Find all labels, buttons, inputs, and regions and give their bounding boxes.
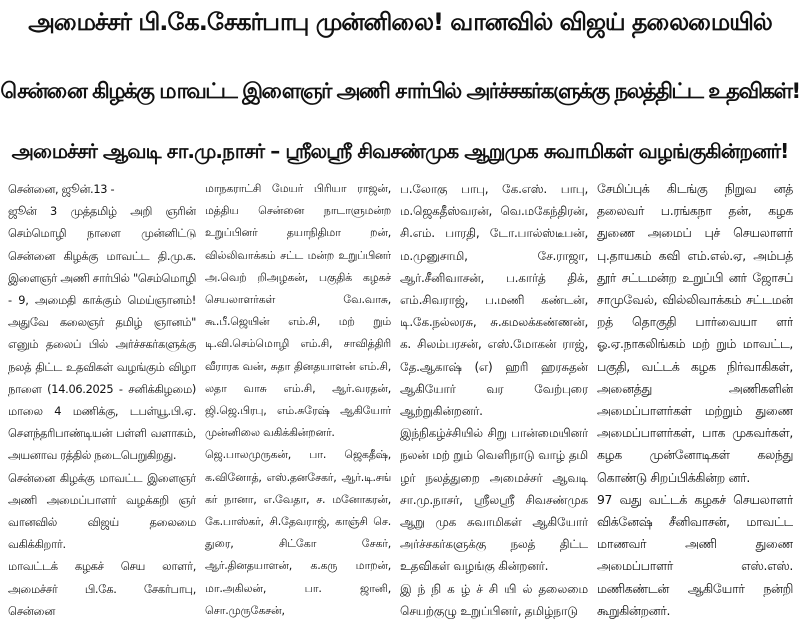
article-column-3 [400, 178, 588, 624]
article-column-1 [8, 178, 196, 624]
article-column-4 [597, 178, 793, 624]
column-3-text: ப.லோகு பாபு, கே.எஸ். பாபு, ம.ஜெகதீஸ்வரன், வெ.மகேந்திரன், சி.எம். பாரதி, டோ.பால்ஸ்டீபன், ம.முனுசாமி, சே.ராஜா, ஆர்.சீனிவாசன், ப.கார்த் திக், எம்.சிவராஜ், ப.மணி கண்டன், டி.கே.நல்லரசு, சு.கமலக்கண்ணன், க. சிலம்பரசன், எஸ்.மோகன் ராஜ், தே.ஆகாஷ் (எ) ஹரி ஹரசுதன் ஆகியோர் வர வேற்புரை ஆற்றுகின்றனர். இந்நிகழ்ச்சியில் சிறு பான்மையினர் நலன் மற் றும் வெளிநாடு வாழ் தமி ழர் நலத்துறை அமைச்சர் ஆவடி சா.மு.நாசர், ஸ்ரீலஸ்ரீ சிவசண்முக ஆறு முக சுவாமிகள் ஆகியோர் அர்ச்சகர்களுக்கு நலத் திட்ட உதவிகள் வழங்கு கின்றனர். இ ந் நி க ழ் ச் சி யி ல் தலைமை செயற்குழு உறுப்பினர், தமிழ்நாடு [400, 182, 588, 618]
article-column-2 [205, 178, 391, 624]
column-2-text: மாநகராட்சி மேயர் பிரியா ராஜன், மத்திய சென்னை நாடாளுமன்ற உறுப்பினர் தயாநிதிமா றன், வில்லிவாக்கம் சட்ட மன்ற உறுப்பினர் அ.வெற் றிஅழகன், பகுதிக் கழகச் செயலாளர்கள் வே.வாசு, கூ.பீ.ஜெயின் எம்.சி, மற் றும் டி.வி.செம்மொழி எம்.சி, சாவித்திரி வீராரக வன், சுதா தினதயாளன் எம்.சி, லதா வாசு எம்.சி, ஆர்.வரதன், ஜி.ஜெ.பிரபு, எம்.சுரேஷ் ஆகியோர் முன்னிலை வகிக்கின்றனர். ஜெ.பாலமுருகன், பா. ஜெகதீஷ், க.வினோத், எஸ்.தனசேகர், ஆர்.டி.சங் கர் நானா, எ.வேதா, ச. மனோகரன், கே.பாஸ்கர், சி.தேவராஜ், காஞ்சி செ. துரை, சிட்கோ சேகர், ஆர்.தினதயாளன், க.கரு மாறன், மா.அகிலன், பா. ஜானி, சொ.முருகேசன், [205, 182, 391, 617]
headline-top: அமைச்சர் பி.கே.சேகர்பாபு முன்னிலை! வானவில் விஜய் தலைமையில் [28, 8, 772, 36]
headline-main: சென்னை கிழக்கு மாவட்ட இளைஞர் அணி சார்பில் அர்ச்சகர்களுக்கு நலத்திட்ட உதவிகள்! [0, 79, 800, 104]
column-1-text: சென்னை, ஜூன்.13 - ஜூன் 3 முத்தமிழ் அறி ஞரின் செம்மொழி நாளை முன்னிட்டு சென்னை கிழக்கு மாவட்ட தி.மு.க. இளைஞர் அணி சார்பில் "செம்மொழி - 9, அமைதி காக்கும் மெய்ஞானம்! அதுவே கலைஞர் தமிழ் ஞானம்" எனும் தலைப் பில் அர்ச்சகர்களுக்கு நலத் திட்ட உதவிகள் வழங்கும் விழா நாளை (14.06.2025 - சனிக்கிழமை) மாலை 4 மணிக்கு, டபள்யூ.பி.ஏ. சௌந்தரிபாண்டியன் பள்ளி வளாகம், அயனாவ ரத்தில் நடைபெறுகிறது. சென்னை கிழக்கு மாவட்ட இளைஞர் அணி அமைப்பாளர் வழக்கறி ஞர் வானவில் விஜய் தலைமை வகிக்கிறார். மாவட்டக் கழகச் செய லாளர், அமைச்சர் பி.கே. சேகர்பாபு, சென்னை [8, 182, 196, 618]
column-4-text: சேமிப்புக் கிடங்கு நிறுவ னத் தலைவர் ப.ரங்கநா தன், கழக துணை அமைப் புச் செயலாளர் பு.தாயகம் கவி எம்.எல்.ஏ, அம்பத் தூர் சட்டமன்ற உறுப்பி னர் ஜோசப் சாமுவேல், வில்லிவாக்கம் சட்டமன் றத் தொகுதி பார்வையா ளர் ஓ.ஏ.நாகலிங்கம் மற் றும் மாவட்ட, பகுதி, வட்டக் கழக நிர்வாகிகள், அனைத்து அணிகளின் அமைப்பாளர்கள் மற்றும் துணை அமைப்பாளர்கள், பாக முகவர்கள், கழக முன்னோடிகள் கலந்து கொண்டு சிறப்பிக்கின்ற னர். 97 வது வட்டக் கழகச் செயலாளர் விக்னேஷ் சீனிவாசன், மாவட்ட மாணவர் அணி துணை அமைப்பாளர் எஸ்.எஸ். மணிகண்டன் ஆகியோர் நன்றி கூறுகின்றனர். [597, 182, 793, 618]
headline-sub: அமைச்சர் ஆவடி சா.மு.நாசர் – ஸ்ரீலஸ்ரீ சிவசண்முக ஆறுமுக சுவாமிகள் வழங்குகின்றனர்! [11, 139, 789, 163]
